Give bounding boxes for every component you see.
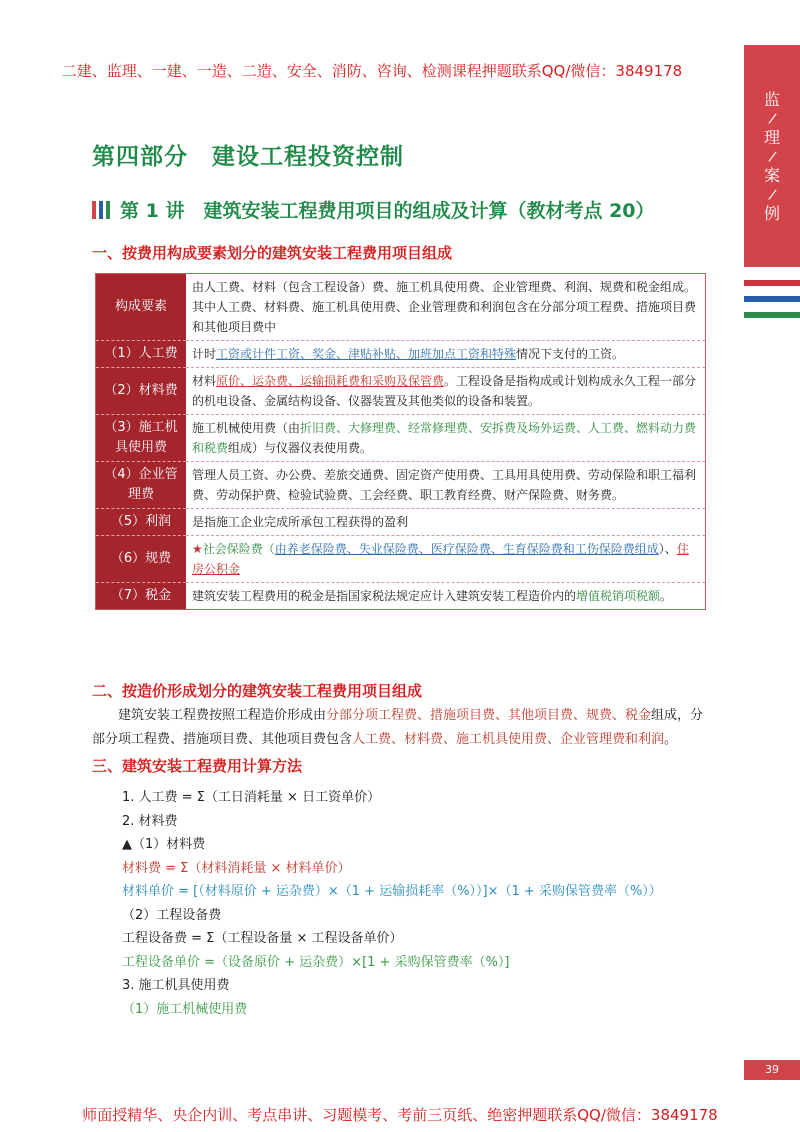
side-tab-char: 案 (763, 166, 780, 185)
side-tab-char: 理 (763, 128, 780, 147)
formula-line: 材料单价 = [（材料原价 + 运杂费）×（1 + 运输损耗率（%））]×（1 + 采购保管费率（%）） (122, 884, 662, 899)
side-tab-char: / (767, 186, 777, 204)
formula-line: 3. 施工机具使用费 (122, 978, 230, 993)
row-text: 增值税销项税额 (576, 589, 661, 603)
row-content (186, 462, 706, 509)
row-text: 折旧费、大修理费、经常修理费、安拆费及场外运费、人工费、燃料动力费和税费 (192, 421, 697, 455)
row-text: 由人工费、材料（包含工程设备）费、施工机具使用费、企业管理费、利润、规费和税金组成。其中人工费、材料费、施工机具使用费、企业管理费和利润包含在分部分项工程费、措施项目费和其他项目费中 (192, 280, 697, 334)
formula-line: 1. 人工费 = Σ（工日消耗量 × 日工资单价） (122, 790, 381, 805)
side-tab (744, 45, 800, 267)
row-text: 由养老保险费、失业保险费、医疗保险费、生育保险费和工伤保险费组成 (274, 542, 659, 556)
paragraph-text: 。 (664, 732, 678, 747)
row-content (186, 536, 706, 583)
lecture-bars-icon (92, 201, 110, 219)
row-label: 构成要素 (96, 274, 187, 341)
row-text: ★ (192, 542, 203, 556)
lecture-heading (92, 196, 655, 223)
row-label: （2）材料费 (96, 368, 187, 415)
part-title: 第四部分 建设工程投资控制 (92, 144, 404, 170)
row-text: 计时 (192, 347, 217, 361)
row-text: ）、 (658, 542, 677, 556)
row-label: （7）税金 (96, 583, 187, 610)
footer-banner: 师面授精华、央企内训、考点串讲、习题模考、考前三页纸、绝密押题联系QQ/微信：3849178 (82, 1106, 718, 1124)
section-1-heading: 一、按费用构成要素划分的建筑安装工程费用项目组成 (92, 244, 453, 262)
table-row (96, 415, 706, 462)
formula-line: 工程设备费 = Σ（工程设备量 × 工程设备单价） (122, 931, 403, 946)
section-2-heading: 二、按造价形成划分的建筑安装工程费用项目组成 (92, 682, 423, 700)
row-label: （3）施工机具使用费 (96, 415, 187, 462)
row-text: 是指施工企业完成所承包工程获得的盈利 (192, 515, 409, 529)
row-text: 建筑安装工程费用的税金是指国家税法规定应计入建筑安装工程造价内的 (192, 589, 577, 603)
table-row (96, 368, 706, 415)
row-text: 原价、运杂费、运输损耗费和采购及保管费 (216, 374, 445, 388)
row-text: 材料 (192, 374, 217, 388)
row-content (186, 415, 706, 462)
row-content (186, 368, 706, 415)
paragraph-text: 建筑安装工程费按照工程造价形成由 (118, 708, 327, 723)
row-text: 。 (660, 589, 673, 603)
table-row (96, 583, 706, 610)
paragraph-text: 组成，分部分项工程费、措施项目费、其他项目费包含 (92, 708, 704, 747)
row-label: （6）规费 (96, 536, 187, 583)
row-text: 。工程设备是指构成或计划构成永久工程一部分的机电设备、金属结构设备、仪器装置及其他类似的设备和装置。 (192, 374, 697, 408)
row-label: （1）人工费 (96, 341, 187, 368)
side-tab-char: 例 (763, 204, 780, 223)
side-tab-char: 监 (763, 90, 780, 109)
section-3-heading: 三、建筑安装工程费用计算方法 (92, 757, 303, 775)
row-content (186, 509, 706, 536)
table-row (96, 509, 706, 536)
row-text: 住房公积金 (192, 542, 689, 576)
cost-components-table (95, 273, 706, 610)
formula-line: ▲（1）材料费 (122, 837, 206, 852)
table-row (96, 462, 706, 509)
paragraph-text: 分部分项工程费、措施项目费、其他项目费、规费、税金 (326, 708, 652, 723)
formula-line: 工程设备单价 =（设备原价 + 运杂费）×[1 + 采购保管费率（%）] (122, 954, 510, 970)
row-content (186, 341, 706, 368)
formula-line: （2）工程设备费 (122, 907, 222, 923)
paragraph-text: 人工费、材料费、施工机具使用费、企业管理费和利润 (352, 732, 665, 747)
row-text: 情况下支付的工资。 (516, 347, 625, 361)
row-text: 组成）与仪器仪表使用费。 (228, 441, 373, 455)
row-text: 管理人员工资、办公费、差旅交通费、固定资产使用费、工具用具使用费、劳动保险和职工福利费、劳动保护费、检验试验费、工会经费、职工教育经费、财产保险费、财务费。 (192, 468, 697, 502)
row-text: 施工机械使用费（由 (192, 421, 301, 435)
table-row (96, 341, 706, 368)
row-text: 社会保险费（ (202, 542, 275, 556)
stripe-blue (744, 296, 800, 302)
row-label: （4）企业管理费 (96, 462, 187, 509)
table-row (96, 536, 706, 583)
table-row (96, 274, 706, 341)
formula-line: 2. 材料费 (122, 813, 178, 829)
lecture-title: 第 1 讲 建筑安装工程费用项目的组成及计算（教材考点 20） (120, 200, 655, 222)
stripe-green (744, 312, 800, 318)
row-label: （5）利润 (96, 509, 187, 536)
side-tab-char: / (767, 148, 777, 166)
formula-line: 材料费 = Σ（材料消耗量 × 材料单价） (122, 860, 351, 876)
header-banner: 二建、监理、一建、一造、二造、安全、消防、咨询、检测课程押题联系QQ/微信：3849178 (61, 62, 683, 80)
page-number: 39 (744, 1060, 800, 1080)
side-tab-char: / (767, 110, 777, 128)
stripe-red (744, 280, 800, 286)
row-content (186, 274, 706, 341)
section-2-paragraph (92, 704, 712, 752)
row-content (186, 583, 706, 610)
formula-line: （1）施工机械使用费 (122, 1001, 248, 1017)
row-text: 工资或计件工资、奖金、津贴补贴、加班加点工资和特殊 (216, 347, 517, 361)
